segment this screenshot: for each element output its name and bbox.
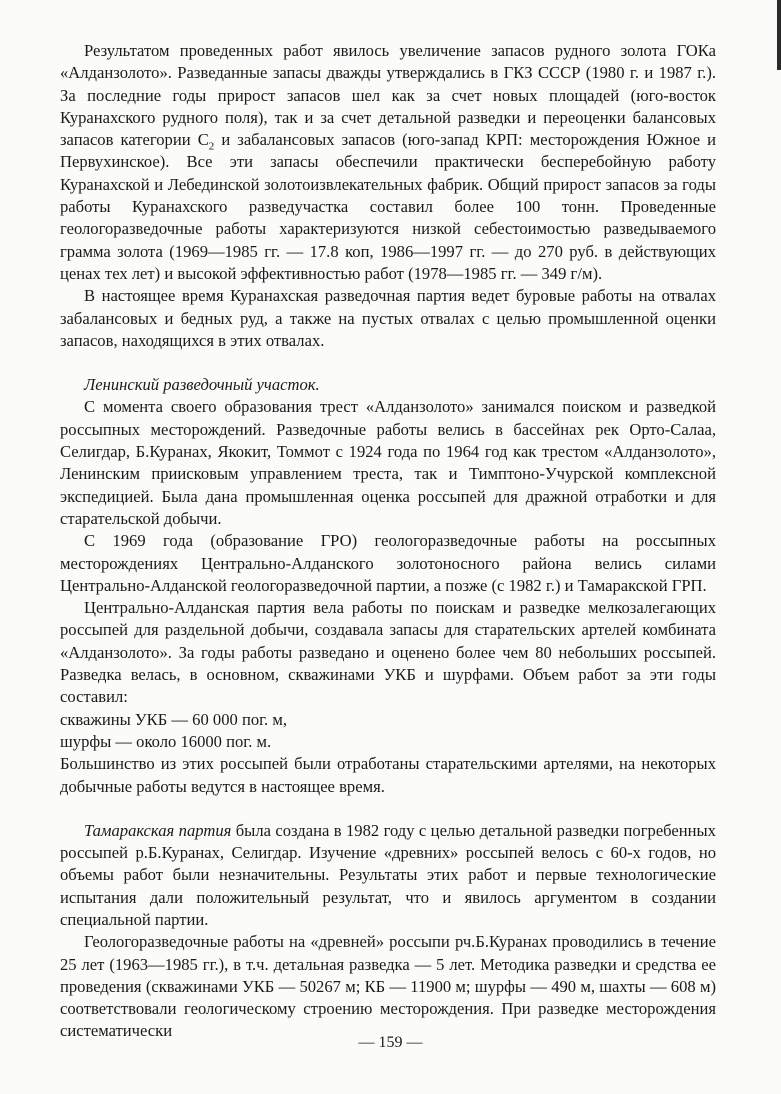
tamarak-italic-term: Тамаракская партия — [84, 820, 232, 840]
paragraph-text-continued: и забалансовых запасов (юго-запад КРП: месторождения Южное и Первухинское). Все эти запасы обеспечили практически бесперебойную работу Куранахской и Лебединской золотоизвлекательных фабрик. Общий прирост запасов за годы работы Куранахского разведучастка составил более 100 тонн. Проведенные геологоразведочные работы характеризуются низкой себестоимостью разведываемого грамма золота (1969—1985 гг. — 17.8 коп, 1986—1997 гг. — до 270 руб. в действующих ценах тех лет) и высокой эффективностью работ (1978—1985 гг. — 349 г/м). — [60, 130, 716, 283]
paragraph-central-aldan: Центрально-Алданская партия вела работы по поискам и разведке мелкозалегающих россыпей для раздельной добычи, создавала запасы для старательских артелей комбината «Алданзолото». За годы работы разведано и оценено более чем 80 небольших россыпей. Разведка велась, в основном, скважинами УКБ и шурфами. Объем работ за эти годы составил: — [60, 598, 716, 707]
paragraph-tamarak — [60, 820, 716, 931]
section-heading-lenin: Ленинский разведочный участок. — [84, 375, 320, 395]
page-edge-mark — [777, 0, 781, 70]
paragraph-reserves-increase — [60, 40, 716, 285]
paragraph-ancient-placer: Геологоразведочные работы на «древней» россыпи рч.Б.Куранах проводились в течение 25 лет (1963—1985 гг.), в т.ч. детальная разведка — 5 лет. Методика разведки и средства ее проведения (скважинами УКБ — 50267 м; КБ — 11900 м; шурфы — 490 м, шахты — 608 м) соответствовали геологическому строению месторождения. При разведке месторождения систематически — [60, 932, 716, 1041]
paragraph-current-work: В настоящее время Куранахская разведочная партия ведет буровые работы на отвалах забалансовых и бедных руд, а также на пустых отвалах с целью промышленной оценки запасов, находящихся в этих отвалах. — [60, 286, 716, 350]
list-item-ukb: скважины УКБ — 60 000 пог. м, — [60, 709, 288, 729]
paragraph-text: была создана в 1982 году с целью детальной разведки погребенных россыпей р.Б.Куранах, Селигдар. Изучение «древних» россыпей велось с 60-х годов, но объемы работ были незначительны. Результаты этих работ и первые технологические испытания дали положительный результат, что и явилось аргументом в создании специальной партии. — [60, 820, 716, 929]
spacer — [60, 352, 716, 374]
paragraph-trust-history: С момента своего образования трест «Алданзолото» занимался поиском и разведкой россыпных месторождений. Разведочные работы велись в бассейнах рек Орто-Салаа, Селигдар, Б.Куранах, Якокит, Томмот с 1924 года по 1964 год как трестом «Алданзолото», Ленинским приисковым управлением треста, так и Тимптоно-Учурской комплексной экспедицией. Была дана промышленная оценка россыпей для дражной отработки и для старательской добычи. — [60, 397, 716, 528]
category-subscript: 2 — [208, 140, 215, 153]
spacer — [60, 798, 716, 820]
page-body — [60, 40, 716, 1043]
list-item-shurfy: шурфы — около 16000 пог. м. — [60, 731, 272, 751]
paragraph-placers-mined: Большинство из этих россыпей были отработаны старательскими артелями, на некоторых добычные работы ведутся в настоящее время. — [60, 754, 716, 796]
category-letter: C — [197, 130, 209, 150]
page-number: — 159 — — [358, 1034, 423, 1051]
paragraph-gro-1969: С 1969 года (образование ГРО) геологоразведочные работы на россыпных месторождениях Центрально-Алданского золотоносного района велись силами Центрально-Алданской геологоразведочной партии, а позже (с 1982 г.) и Тамаракской ГРП. — [60, 531, 716, 595]
paragraph-text: Результатом проведенных работ явилось увеличение запасов рудного золота ГОКа «Алданзолото». Разведанные запасы дважды утверждались в ГКЗ СССР (1980 г. и 1987 г.). За последние годы прирост запасов шел как за счет новых площадей (юго-восток Куранахского рудного поля), так и за счет детальной разведки и переоценки балансовых запасов категории — [60, 41, 716, 150]
